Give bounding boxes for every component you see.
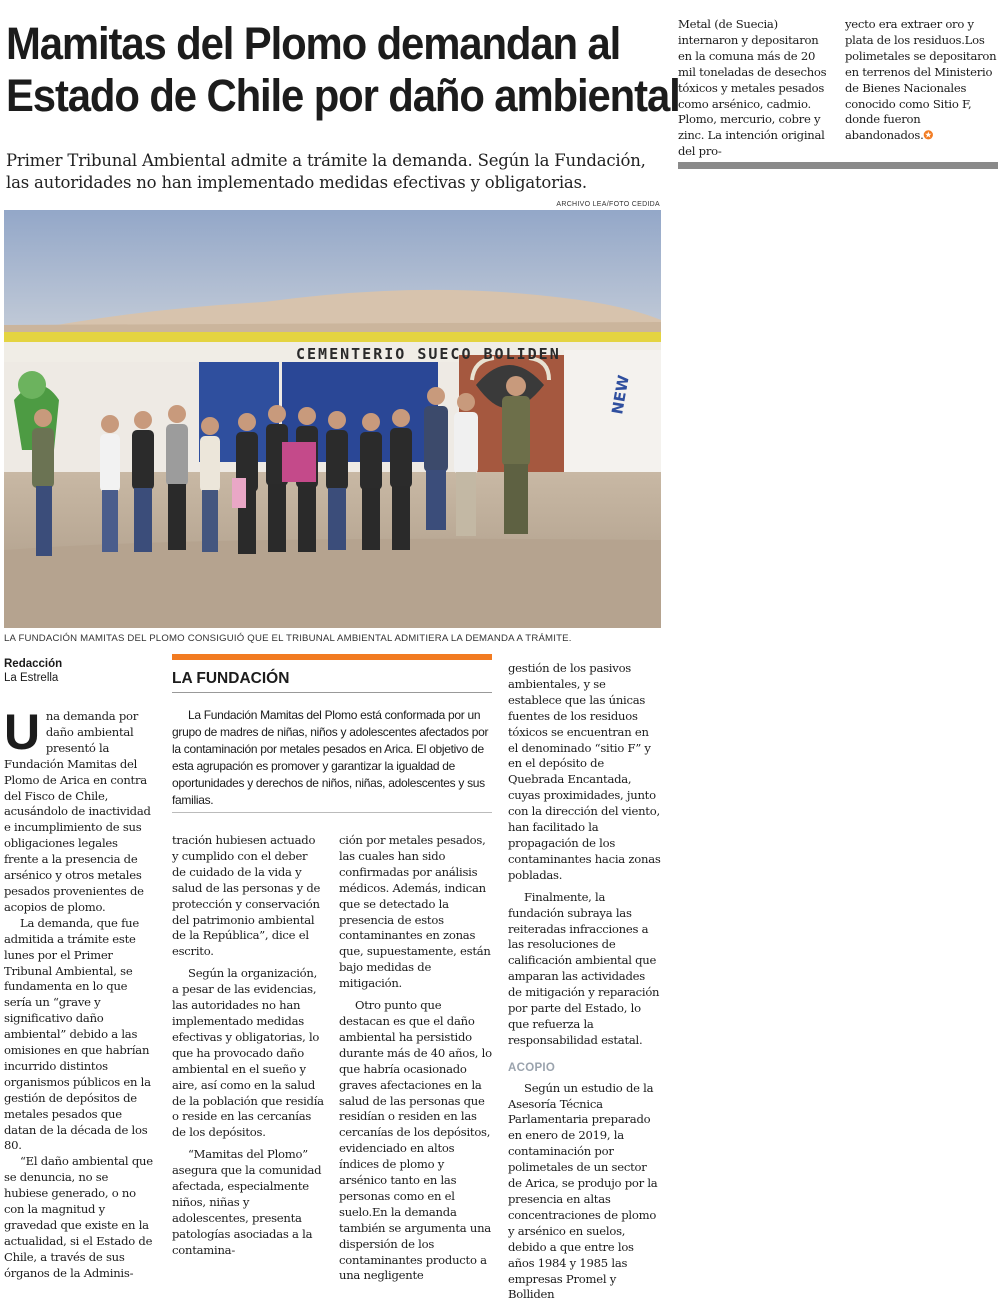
headline: [6, 18, 680, 122]
sidebar-divider: [172, 692, 492, 693]
sidebar-accent-bar: [172, 654, 492, 660]
photo-caption: LA FUNDACIÓN MAMITAS DEL PLOMO CONSIGUIÓ QUE EL TRIBUNAL AMBIENTAL ADMITIERA LA DEMANDA A TRÁMITE.: [4, 633, 572, 644]
body-column-3: [339, 833, 492, 1284]
lead-text: na demanda por daño ambiental presentó la Fundación Mamitas del Plomo de Arica en contra del Fisco de Chile, acusándolo de inactividad e incumplimiento de sus obligaciones legales frente a la presencia de arsénico y otros metales pesados provenientes de acopios de plomo.: [4, 709, 151, 914]
body-column-4: [508, 661, 661, 1303]
paragraph: “Mamitas del Plomo” asegura que la comunidad afectada, especialmente niños, niñas y adolescentes, presenta patologías asociadas a la contamina-: [172, 1147, 322, 1257]
paragraph: Otro punto que destacan es que el daño ambiental ha persistido durante más de 40 años, lo que habría ocasionado graves afectaciones en la salud de las personas que residían o residen en las cercanías de los depósitos, evidenciado en altos índices de plomo y arsénico tanto en las personas como en el suelo.En la demanda también se argumenta una dispersión de los contaminantes producto a una negligente: [339, 998, 492, 1283]
paragraph: Según un estudio de la Asesoría Técnica Parlamentaria preparado en enero de 2019, la contaminación por polimetales de un sector de Arica, se produjo por la presencia en altas concentraciones de plomo y arsénico en suelos, debido a que entre los años 1984 y 1985 las empresas Promel y Bolliden: [508, 1080, 658, 1302]
paragraph: “El daño ambiental que se denuncia, no se hubiese generado, o no con la magnitud y gravedad que existe en la actualidad, si el Estado de Chile, a través de sus órganos de la Adminis-: [4, 1154, 153, 1280]
headline-line-1: Mamitas del Plomo demandan al: [6, 18, 621, 69]
mural-sign: CEMENTERIO SUECO BOLIDEN: [296, 345, 561, 363]
subhead-acopio: ACOPIO: [508, 1061, 556, 1074]
continuation-column-1: [678, 17, 830, 160]
deck-subtitle: Primer Tribunal Ambiental admite a trámite la demanda. Según la Fundación, las autoridades no han implementado medidas efectivas y obligatorias.: [6, 151, 646, 192]
paragraph: tración hubiesen actuado y cumplido con el deber de cuidado de la vida y salud de las personas y de protección y conservación del patrimonio ambiental de la República”, dice el escrito.: [172, 833, 321, 959]
sidebar-bottom-rule: [172, 812, 492, 813]
sidebar-title: LA FUNDACIÓN: [172, 670, 290, 687]
headline-line-2: Estado de Chile por daño ambiental: [6, 70, 680, 121]
paragraph: ción por metales pesados, las cuales han sido confirmadas por análisis médicos. Además, indican que se detectado la presencia de estos contaminantes en zonas que, supuestamente, están bajo medidas de mitigación.: [339, 833, 491, 991]
byline-author: Redacción: [4, 658, 63, 670]
paragraph: La demanda, que fue admitida a trámite este lunes por el Primer Tribunal Ambiental, se fundamenta en lo que sería un “grave y significativo daño ambiental” debido a las omisiones en que habrían incurrido distintos organismos públicos en la gestión de depósitos de metales pesados que datan de la década de los 80.: [4, 915, 151, 1153]
paragraph: Según la organización, a pesar de las evidencias, las autoridades no han implementado medidas efectivas y obligatorias, lo que ha provocado daño ambiental en el sueño y aire, así como en la salud de la población que residía o reside en las cercanías de los depósitos.: [172, 966, 324, 1140]
body-column-2: [172, 833, 324, 1259]
sidebar-text: La Fundación Mamitas del Plomo está conformada por un grupo de madres de niñas, niños y adolescentes afectados por la contaminación por metales pesados en Arica. El objetivo de esta agrupación es promover y garantizar la igualdad de oportunidades y derechos de niños, niñas, adolescentes y sus familias.: [172, 708, 489, 807]
end-mark-icon: ✪: [923, 128, 933, 143]
byline: [4, 657, 62, 685]
mural-graffiti: NEW: [608, 373, 633, 416]
photo-credit: ARCHIVO LEA/FOTO CEDIDA: [556, 201, 660, 208]
continuation-column-2: [845, 17, 998, 144]
news-photo: [4, 210, 661, 628]
body-column-1: [4, 704, 154, 1282]
paragraph: gestión de los pasivos ambientales, y se establece que las únicas fuentes de los residuos tóxicos se encuentran en el denominado “sitio F” y en el depósito de Quebrada Encantada, cuyas proximidades, junto con la dirección del viento, han facilitado la propagación de los contaminantes hacia zonas pobladas.: [508, 661, 661, 882]
grey-rule: [678, 162, 998, 169]
paragraph: Finalmente, la fundación subraya las reiteradas infracciones a las resoluciones de calificación ambiental que amparan las actividades de mitigación y reparación por parte del Estado, lo que refuerza la responsabilidad estatal.: [508, 889, 660, 1047]
closing-text: yecto era extraer oro y plata de los residuos.Los polimetales se depositaron en terrenos del Ministerio de Bienes Nacionales conocido como Sitio F, donde fueron abandonados.: [845, 17, 997, 143]
paragraph: Metal (de Suecia) internaron y depositaron en la comuna más de 20 mil toneladas de desechos tóxicos y metales pesados como arsénico, cadmio. Plomo, mercurio, cobre y zinc. La intención original del pro-: [678, 17, 827, 159]
closing-paragraph: [845, 17, 998, 144]
drop-cap: U: [4, 704, 40, 760]
byline-outlet: La Estrella: [4, 672, 59, 684]
lead-paragraph: [4, 704, 154, 916]
